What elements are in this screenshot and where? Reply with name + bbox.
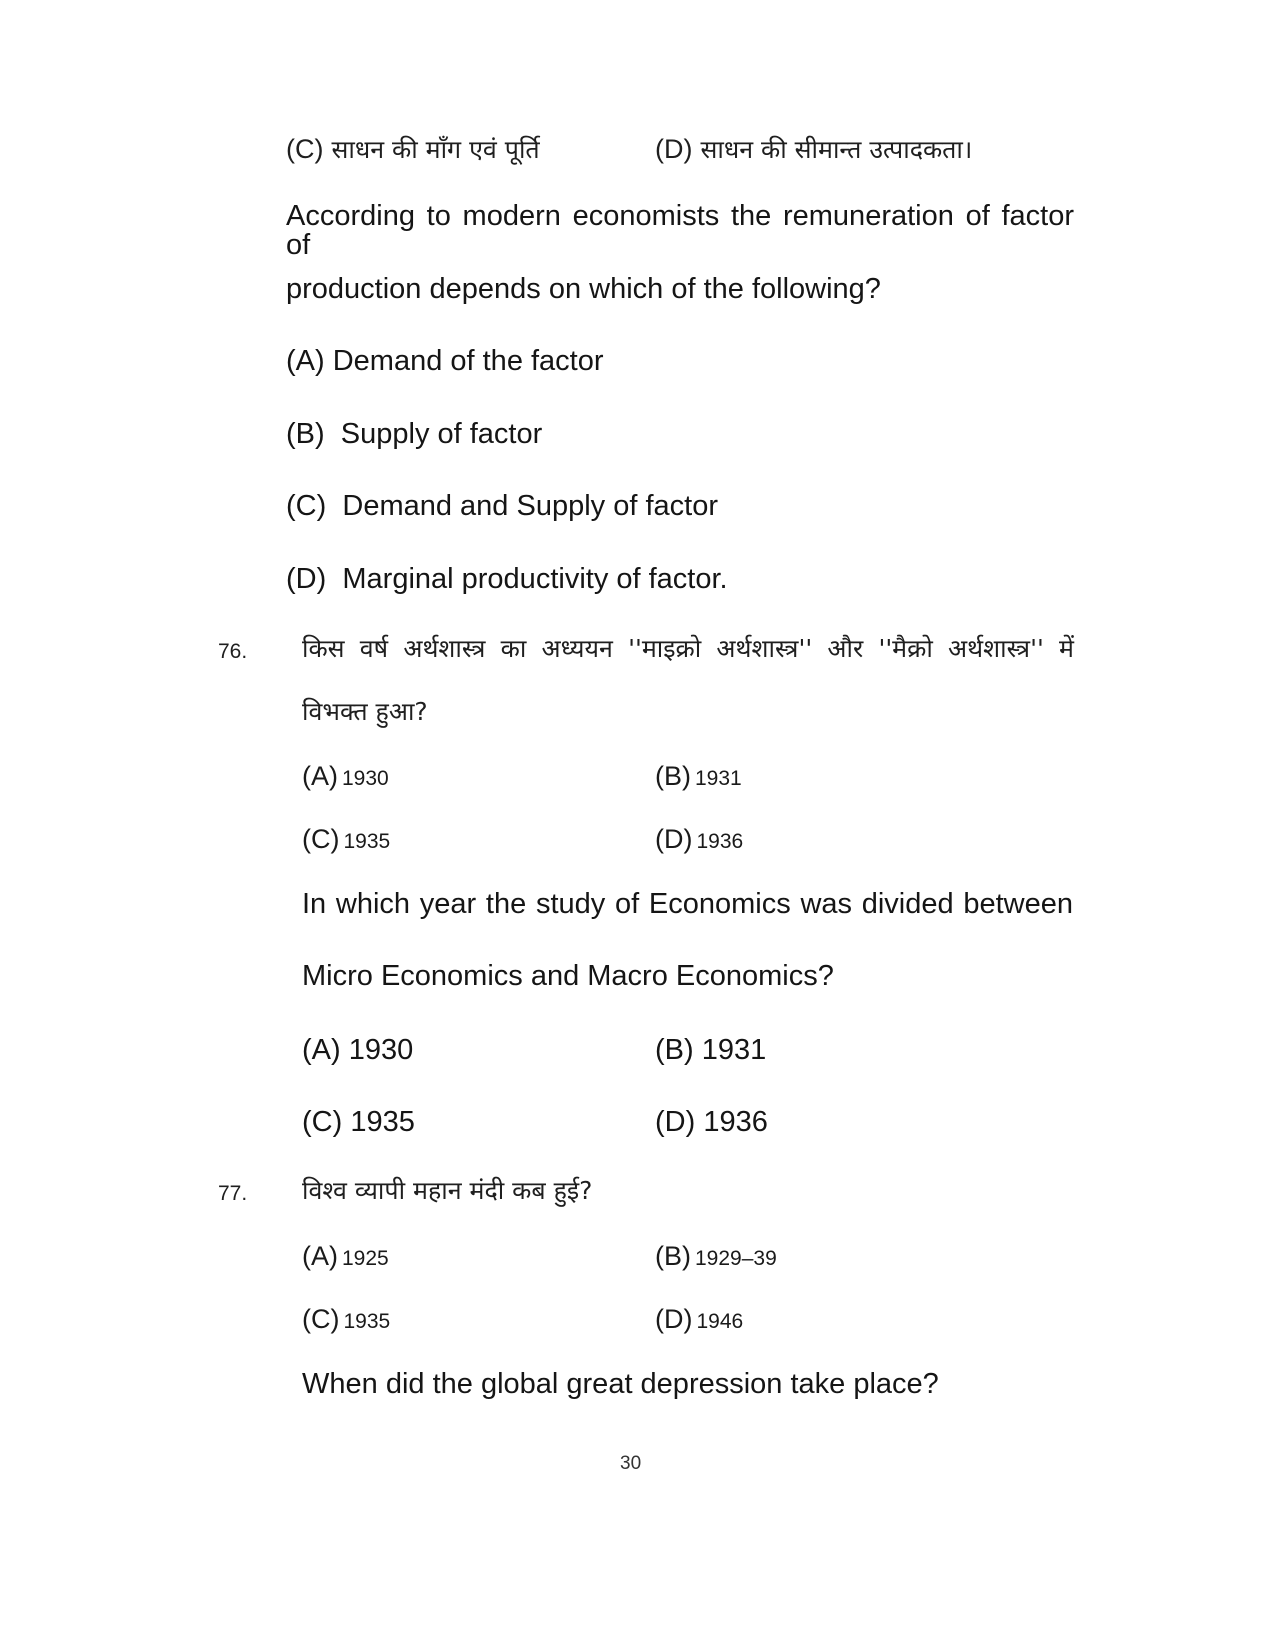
q76-number: 76. xyxy=(218,640,248,663)
q76-en-question-line2: Micro Economics and Macro Economics? xyxy=(302,960,834,992)
q75-hi-option-d-text: साधन की सीमान्त उत्पादकता। xyxy=(700,135,973,164)
q75-en-question-line2: production depends on which of the following? xyxy=(286,273,881,305)
q76-hi-option-b: (B) 1931 xyxy=(655,761,742,791)
q75-en-option-c: (C) Demand and Supply of factor xyxy=(286,490,718,522)
q77-hi-option-b: (B) 1929–39 xyxy=(655,1241,777,1271)
q76-hi-option-c: (C) 1935 xyxy=(302,824,391,854)
q75-en-question-line1: According to modern economists the remuneration of factor of xyxy=(286,200,1074,261)
q77-hi-option-c: (C) 1935 xyxy=(302,1304,391,1334)
q77-en-question-line1: When did the global great depression take place? xyxy=(302,1368,939,1400)
q76-en-question-line1: In which year the study of Economics was divided between xyxy=(302,888,1073,920)
q75-hi-option-d: (D) साधन की सीमान्त उत्पादकता। xyxy=(655,134,973,164)
q76-hi-question-line1: किस वर्ष अर्थशास्त्र का अध्ययन ''माइक्रो अर्थशास्त्र'' और ''मैक्रो अर्थशास्त्र'' में xyxy=(302,634,1074,663)
q76-en-option-d: (D) 1936 xyxy=(655,1106,768,1138)
q77-hi-question-line1: विश्व व्यापी महान मंदी कब हुई? xyxy=(302,1176,593,1205)
q76-hi-option-a: (A) 1930 xyxy=(302,761,389,791)
page-number: 30 xyxy=(620,1453,642,1474)
q76-en-option-a: (A) 1930 xyxy=(302,1034,414,1066)
q77-hi-option-a: (A) 1925 xyxy=(302,1241,389,1271)
q76-en-option-c: (C) 1935 xyxy=(302,1106,415,1138)
q75-hi-option-c: (C) साधन की माँग एवं पूर्ति xyxy=(286,134,540,164)
q75-hi-option-c-text: साधन की माँग एवं पूर्ति xyxy=(331,135,540,164)
q76-hi-question-line2: विभक्त हुआ? xyxy=(302,697,428,726)
q77-number: 77. xyxy=(218,1182,248,1205)
q75-en-option-b: (B) Supply of factor xyxy=(286,418,543,450)
q77-hi-option-d: (D) 1946 xyxy=(655,1304,744,1334)
q76-en-option-b: (B) 1931 xyxy=(655,1034,767,1066)
q75-en-option-d: (D) Marginal productivity of factor. xyxy=(286,563,728,595)
q76-hi-option-d: (D) 1936 xyxy=(655,824,744,854)
q75-en-option-a: (A) Demand of the factor xyxy=(286,345,604,377)
